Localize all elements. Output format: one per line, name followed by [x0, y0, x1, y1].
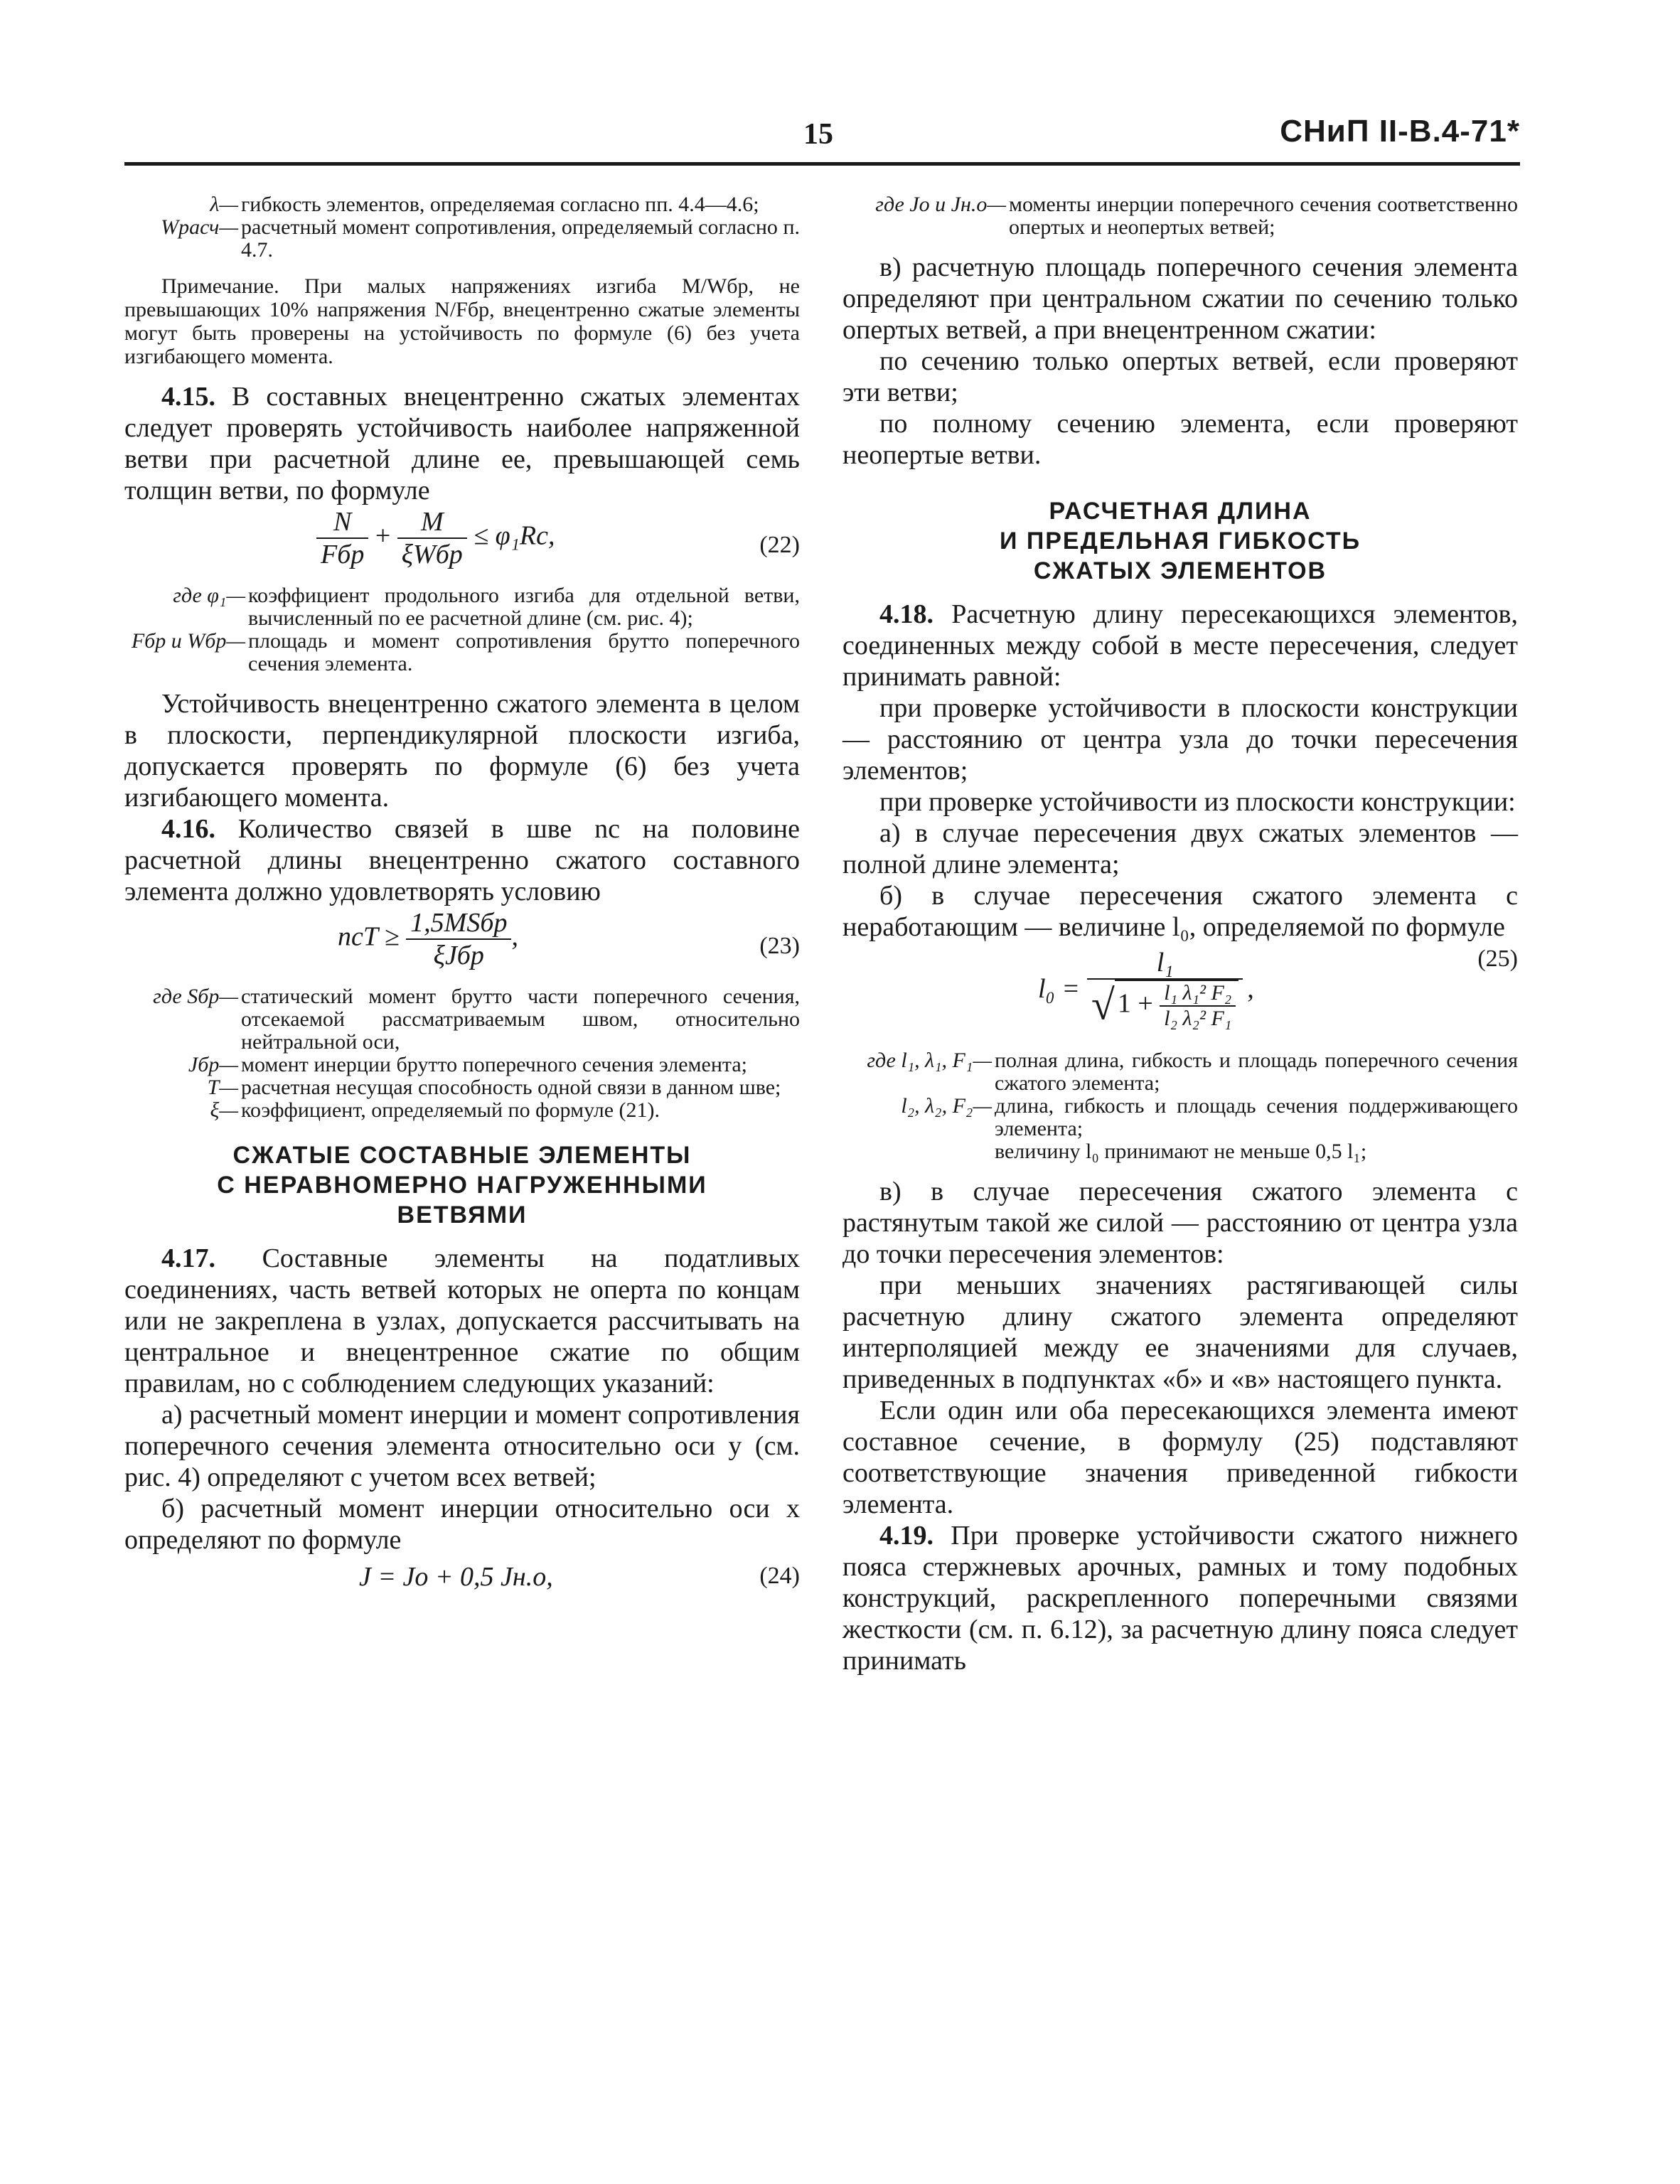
paragraph-4-18-b: при проверке устойчивости из плоскости конструкции:: [879, 787, 1516, 817]
paragraph-4-18-a: при проверке устойчивости в плоскости конструкции — расстоянию от центра узла до точки пересечения элементов;: [842, 693, 1518, 786]
definition-symbol: где l₁, λ₁, F₁—: [867, 1049, 992, 1072]
paragraph-4-18: [842, 599, 1518, 692]
fraction: $\frac{N}{\text{Fбр}}$: [316, 506, 368, 570]
definitions-f23: [124, 985, 800, 1122]
definitions-f24: [842, 193, 1518, 239]
section-title-length: РАСЧЕТНАЯ ДЛИНА И ПРЕДЕЛЬНАЯ ГИБКОСТЬ СЖАТЫХ ЭЛЕМЕНТОВ: [999, 498, 1361, 584]
definition-row: [124, 985, 800, 1054]
definition-symbol: Fбр и Wбр—: [131, 629, 245, 653]
formula-23-body: ncT ≥ $\frac{\text{1,5MSбр}}{\text{ξJбр}}$ ,: [338, 908, 518, 970]
formula-rhs: ≤ φ₁Rc,: [473, 520, 555, 551]
definition-text: полная длина, гибкость и площадь поперечного сечения сжатого элемента;: [995, 1049, 1518, 1095]
clause-text: В составных внецентренно сжатых элементах следует проверять устойчивость наиболее напряженной ветви при расчетной длине ее, превышающей семь толщин ветви, по формуле: [124, 382, 800, 505]
paragraph-4-15: [124, 381, 800, 506]
definition-row: [124, 1076, 800, 1099]
paragraph-4-18-g: Если один или оба пересекающихся элемента имеют составное сечение, в формулу (25) подставляют соответствующие значения приведенной гибкости элемента.: [842, 1396, 1518, 1519]
formula-25-body: l₀ = l₁ √ 1 + $\frac{\text{l₁ λ₁² F₂}}{\text{l₂ λ₂² F₁}}$ ,: [1038, 948, 1254, 1030]
definition-text: величину l₀ принимают не меньше 0,5 l₁;: [995, 1140, 1367, 1163]
formula-24: [124, 1556, 800, 1598]
definition-row: [124, 1099, 800, 1122]
definition-symbol: [842, 1140, 995, 1163]
clause-text: Количество связей в шве nc на половине расчетной длины внецентренно сжатого составного элемента должно удовлетворять условию: [124, 814, 801, 906]
definition-symbol: где Jo и Jн.о—: [875, 193, 1006, 216]
fraction: $\frac{M}{\text{ξWбр}}$: [397, 506, 467, 570]
clause-number: 4.17.: [161, 1243, 215, 1273]
paragraph-4-17-v: в) расчетную площадь поперечного сечения элемента определяют при центральном сжатии по сечению только опертых ветвей, а при внецентренном сжатии:: [842, 252, 1518, 345]
fraction: $\frac{\text{1,5MSбр}}{\text{ξJбр}}$: [406, 907, 511, 971]
paragraph-4-17-a: а) расчетный момент инерции и момент сопротивления поперечного сечения элемента относительно оси y (см. рис. 4) определяют с учетом всех ветвей;: [124, 1400, 800, 1492]
clause-text: Составные элементы на податливых соединениях, часть ветвей которых не оперта по концам или не закреплена в узлах, допускается рассчитывать на центральное и внецентренное сжатие по общим правилам, но с соблюдением следующих указаний:: [124, 1243, 801, 1398]
page-number: 15: [803, 118, 833, 151]
definition-row: [842, 1140, 1518, 1163]
definition-text: коэффициент продольного изгиба для отдельной ветви, вычисленный по ее расчетной длине (см. рис. 4);: [248, 584, 800, 630]
paragraph-4-17-v2: по полному сечению элемента, если проверяют неопертые ветви.: [842, 409, 1518, 470]
note-paragraph: Примечание. При малых напряжениях изгиба M/Wбр, не превышающих 10% напряжения N/Fбр, внецентренно сжатые элементы могут быть проверены на устойчивость по формуле (6) без учета изгибающего момента.: [124, 274, 800, 368]
header-rule: [124, 162, 1520, 166]
paragraph-4-17-v1: по сечению только опертых ветвей, если проверяют эти ветви;: [842, 346, 1518, 407]
formula-25: [842, 943, 1518, 1049]
definition-row: [124, 584, 800, 630]
definition-row: [124, 193, 800, 216]
definition-row: [842, 1049, 1518, 1095]
definition-symbol: T—: [207, 1076, 238, 1099]
definition-text: расчетная несущая способность одной связи в данном шве;: [241, 1076, 781, 1099]
formula-22: [124, 506, 800, 584]
paragraph-4-18-d: б) в случае пересечения сжатого элемента с неработающим — величине l₀, определяемой по формуле: [842, 881, 1518, 942]
paragraph-4-17: [124, 1243, 800, 1399]
formula-number: (22): [759, 532, 800, 558]
document-code: СНиП II-В.4-71*: [1280, 114, 1520, 149]
definition-text: площадь и момент сопротивления брутто поперечного сечения элемента.: [248, 629, 800, 675]
definition-symbol: Wрасч—: [161, 215, 238, 239]
paragraph-4-18-e: в) в случае пересечения сжатого элемента с растянутым такой же силой — расстоянию от центра узла до точки пересечения элементов:: [842, 1177, 1518, 1269]
formula-number: (25): [1477, 946, 1518, 972]
formula-lhs: l₀ =: [1038, 974, 1080, 1004]
fraction: l₁ √ 1 + $\frac{\text{l₁ λ₁² F₂}}{\text{l₂ λ₂² F₁}}$: [1087, 947, 1243, 1031]
definition-text: моменты инерции поперечного сечения соответственно опертых и неопертых ветвей;: [1009, 193, 1518, 239]
formula-number: (24): [759, 1563, 800, 1589]
definition-row: [842, 193, 1518, 239]
fraction: $\frac{\text{l₁ λ₁² F₂}}{\text{l₂ λ₂² F₁}}$: [1160, 981, 1236, 1031]
definitions-lambda: [124, 193, 800, 262]
definition-text: коэффициент, определяемый по формуле (21).: [241, 1098, 660, 1122]
definition-row: [124, 216, 800, 262]
definition-symbol: Jбр—: [188, 1053, 238, 1076]
formula-22-body: $\frac{N}{\text{Fбр}}$ + $\frac{M}{\text{ξWбр}}$ ≤ φ₁Rc,: [316, 506, 555, 570]
clause-number: 4.16.: [161, 814, 215, 844]
section-title-composite: СЖАТЫЕ СОСТАВНЫЕ ЭЛЕМЕНТЫ С НЕРАВНОМЕРНО НАГРУЖЕННЫМИ ВЕТВЯМИ: [217, 1142, 707, 1228]
left-column: [124, 193, 800, 1598]
clause-text: При проверке устойчивости сжатого нижнего пояса стержневых арочных, рамных и тому подобных конструкций, раскрепленного поперечными связями жесткости (см. п. 6.12), за расчетную длину пояса следует принимать: [842, 1521, 1519, 1676]
paragraph-4-18-c: а) в случае пересечения двух сжатых элементов — полной длине элемента;: [842, 818, 1518, 879]
right-column: [842, 193, 1518, 1676]
paragraph-stability: Устойчивость внецентренно сжатого элемента в целом в плоскости, перпендикулярной плоскости изгиба, допускается проверять по формуле (6) без учета изгибающего момента.: [124, 689, 800, 813]
definition-symbol: где φ₁—: [173, 584, 245, 607]
clause-number: 4.19.: [879, 1521, 933, 1551]
definition-row: [842, 1095, 1518, 1140]
definitions-f25: [842, 1049, 1518, 1163]
paragraph-4-17-b: б) расчетный момент инерции относительно оси x определяют по формуле: [124, 1494, 800, 1555]
paragraph-4-19: [842, 1520, 1518, 1676]
definition-text: гибкость элементов, определяемая согласно пп. 4.4—4.6;: [241, 193, 759, 216]
clause-number: 4.15.: [161, 382, 215, 412]
definition-text: статический момент брутто части поперечного сечения, отсекаемой рассматриваемым швом, относительно нейтральной оси,: [241, 985, 800, 1054]
definition-row: [124, 630, 800, 675]
clause-text: Расчетную длину пересекающихся элементов, соединенных между собой в месте пересечения, следует принимать равной:: [842, 599, 1518, 692]
formula-number: (23): [759, 933, 800, 959]
sqrt-expression: √ 1 + $\frac{\text{l₁ λ₁² F₂}}{\text{l₂ λ₂² F₁}}$: [1087, 980, 1243, 1031]
definition-symbol: λ—: [210, 193, 238, 216]
paragraph-4-16: [124, 813, 800, 907]
formula-lhs: ncT ≥: [338, 921, 400, 952]
definition-text: расчетный момент сопротивления, определяемый согласно п. 4.7.: [241, 215, 800, 262]
definition-symbol: где Sбр—: [153, 985, 238, 1008]
definitions-f22: [124, 584, 800, 675]
paragraph-4-18-f: при меньших значениях растягивающей силы расчетную длину сжатого элемента определяют интерполяцией между ее значениями для случаев, приведенных в подпунктах «б» и «в» настоящего пункта.: [842, 1270, 1518, 1394]
definition-text: длина, гибкость и площадь сечения поддерживающего элемента;: [995, 1094, 1518, 1140]
definition-symbol: ξ—: [210, 1098, 238, 1122]
formula-24-body: J = Jo + 0,5 Jн.о,: [359, 1562, 553, 1592]
formula-23: [124, 907, 800, 985]
definition-symbol: l₂, λ₂, F₂—: [901, 1094, 992, 1118]
definition-row: [124, 1054, 800, 1076]
definition-text: момент инерции брутто поперечного сечения элемента;: [241, 1053, 748, 1076]
clause-number: 4.18.: [879, 599, 933, 629]
